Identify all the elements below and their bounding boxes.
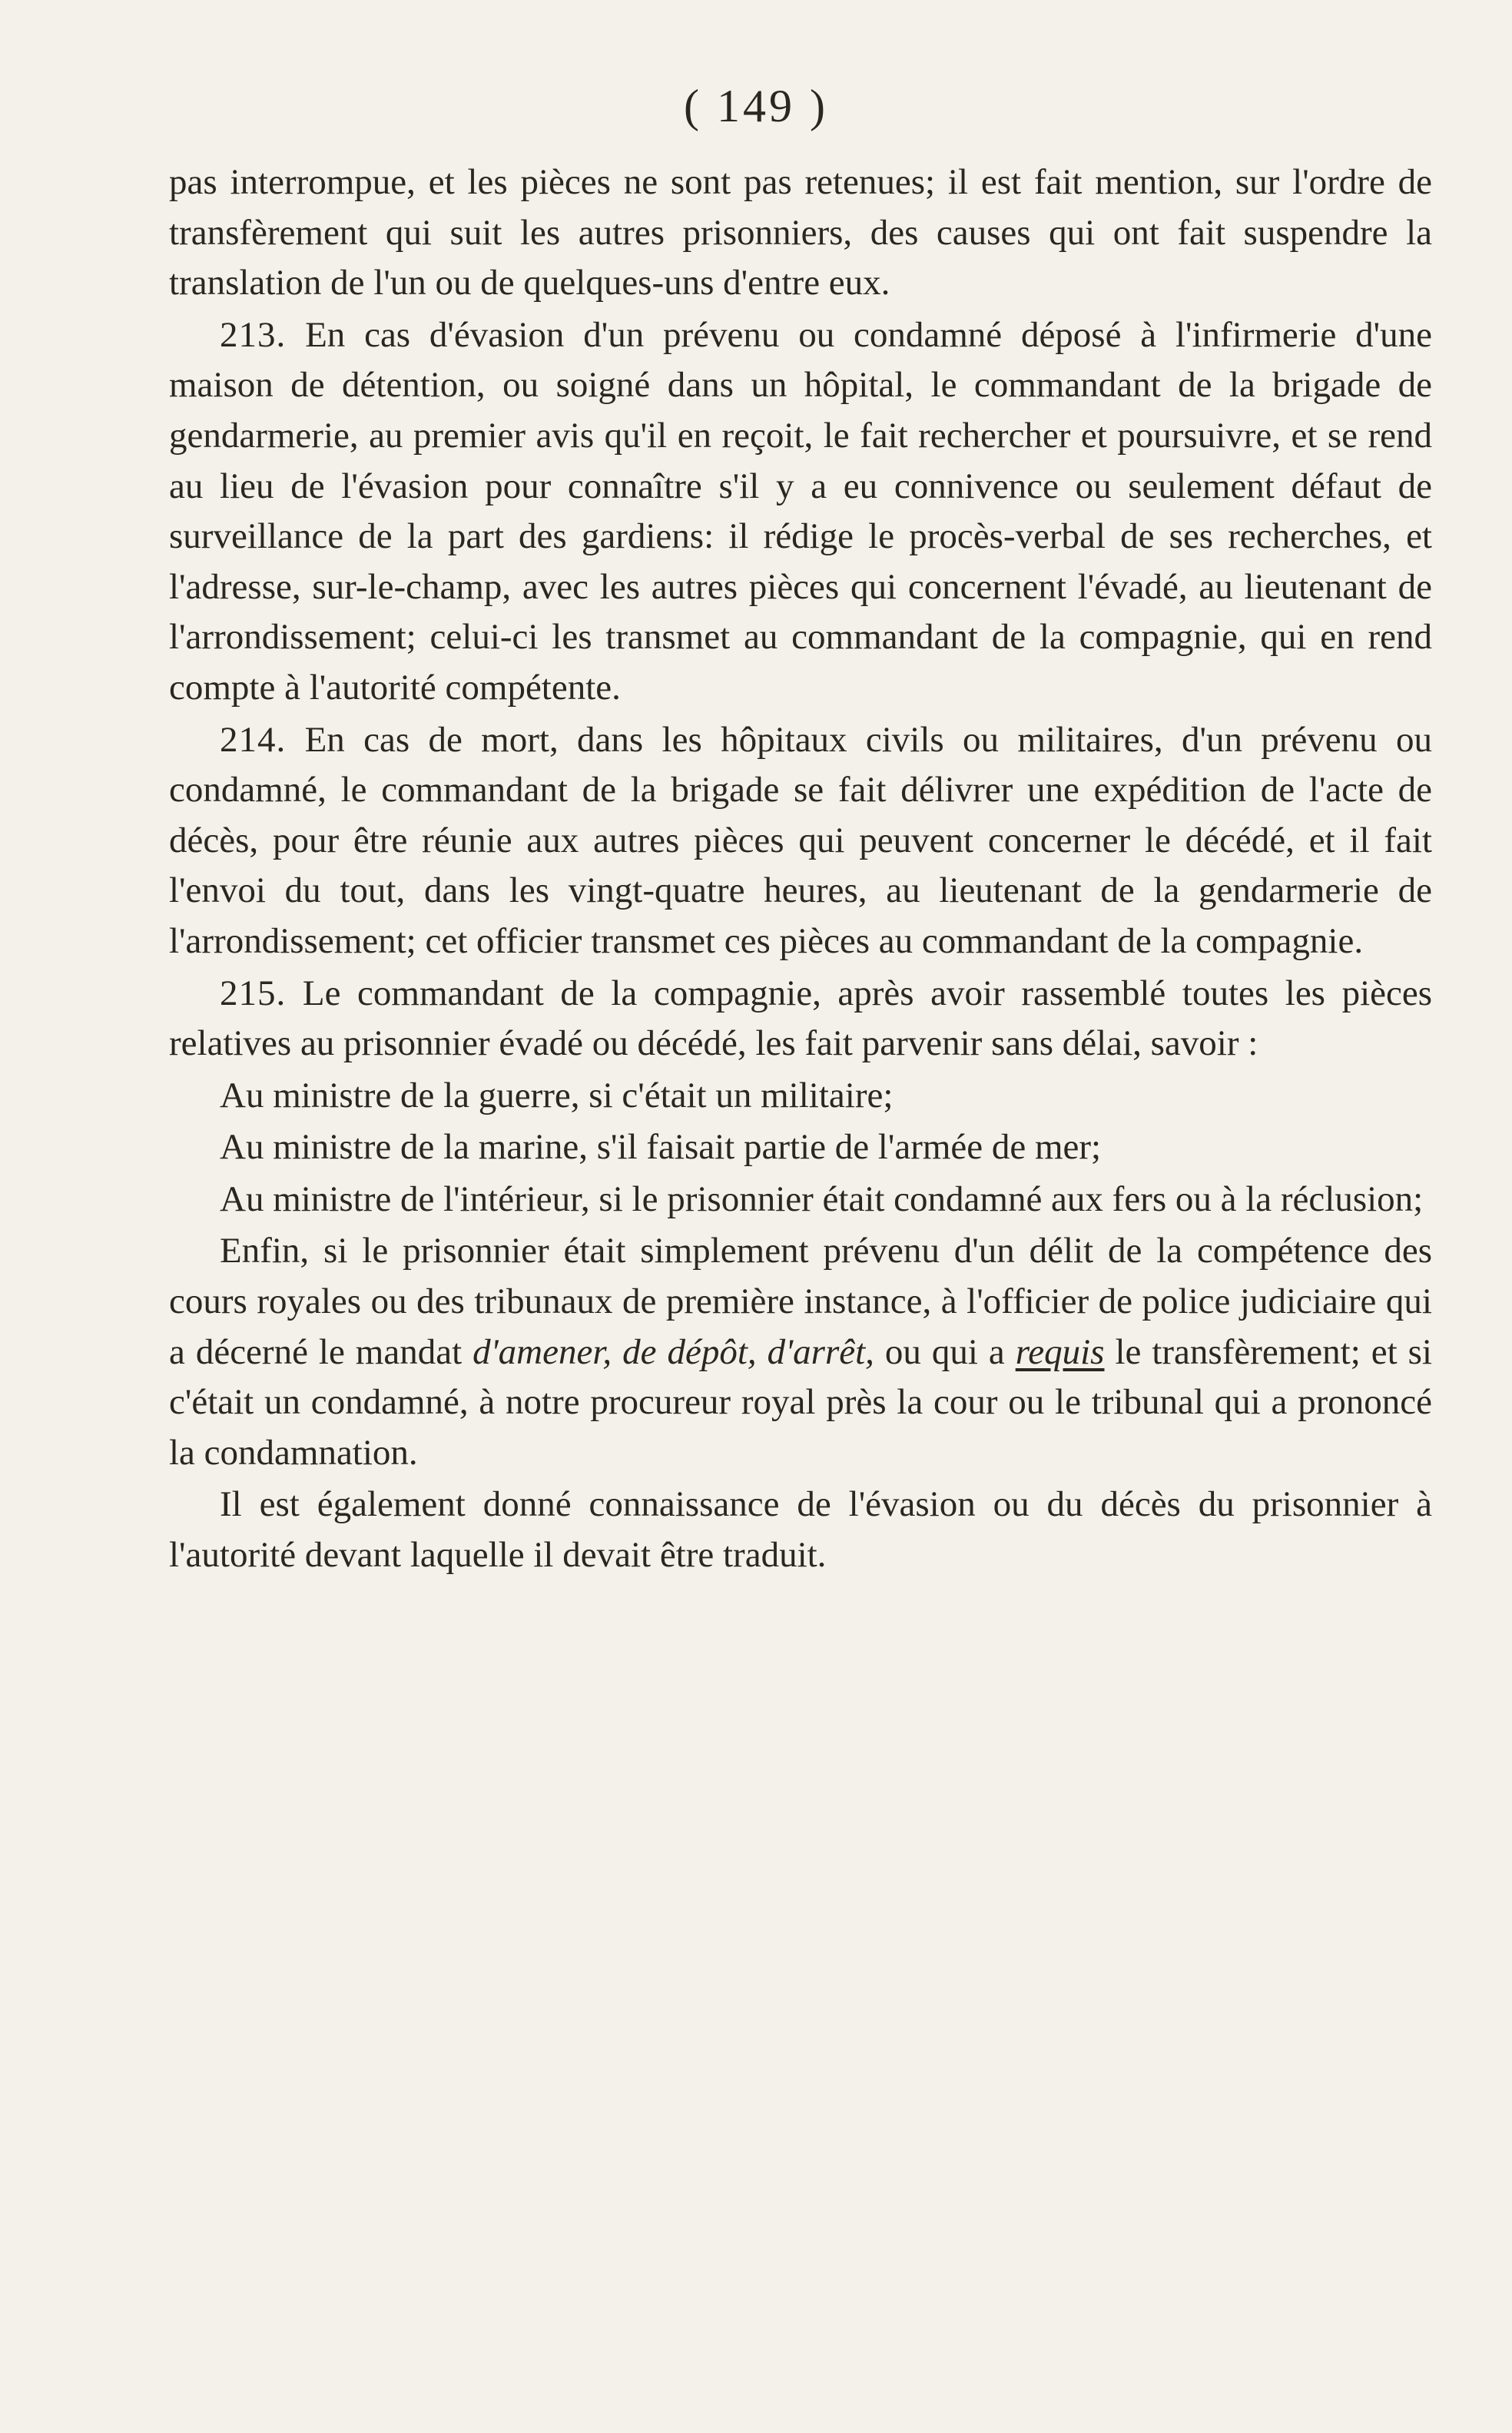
page-number: ( 149 ) [684,81,828,131]
article-text: Le commandant de la compagnie, après avoir rassemblé toutes les pièces relatives au prisonnier évadé ou décédé, les fait parvenir sans délai, savoir : [169,973,1432,1064]
enfin-text-3: le transfèrement; et si c'était un condamné, à notre procureur royal près la cour ou le tribunal qui a prononcé la condamnation. [169,1331,1432,1473]
list-item: Au ministre de l'intérieur, si le prisonnier était condamné aux fers ou à la réclusion; [220,1178,1424,1219]
article-213 [169,310,1432,714]
body-text [169,157,1432,1583]
enfin-italic-mandates: d'amener, de dépôt, d'arrêt, [472,1331,874,1372]
list-item-enfin [169,1226,1432,1478]
enfin-text-1: Enfin, si le prisonnier était simplement prévenu d'un délit de la compétence des cours royales ou des tribunaux de première instance, à l'officier de police judiciaire qui a décerné le mandat [169,1231,1432,1372]
article-214 [169,715,1432,967]
enfin-italic-requis: requis [1015,1331,1105,1372]
article-number: 214. [220,719,287,760]
list-item: Au ministre de la guerre, si c'était un militaire; [220,1075,894,1115]
final-paragraph: Il est également donné connaissance de l'évasion ou du décès du prisonnier à l'autorité devant laquelle il devait être traduit. [169,1484,1432,1576]
article-number: 215. [220,973,287,1013]
article-215 [169,969,1432,1069]
list-item: Au ministre de la marine, s'il faisait partie de l'armée de mer; [220,1127,1102,1168]
article-text: En cas d'évasion d'un prévenu ou condamné déposé à l'infirmerie d'une maison de détention, ou soigné dans un hôpital, le commandant de la brigade de gendarmerie, au premier avis qu'il en reçoit, le fait rechercher et poursuivre, et se rend au lieu de l'évasion pour connaître s'il y a eu connivence ou seulement défaut de surveillance de la part des gardiens: il rédige le procès-verbal de ses recherches, et l'adresse, sur-le-champ, avec les autres pièces qui concernent l'évadé, au lieutenant de l'arrondissement; celui-ci les transmet au commandant de la compagnie, qui en rend compte à l'autorité compétente. [169,314,1432,708]
article-text: En cas de mort, dans les hôpitaux civils ou militaires, d'un prévenu ou condamné, le commandant de la brigade se fait délivrer une expédition de l'acte de décès, pour être réunie aux autres pièces qui peuvent concerner le décédé, et il fait l'envoi du tout, dans les vingt-quatre heures, au lieutenant de la gendarmerie de l'arrondissement; cet officier transmet ces pièces au commandant de la compagnie. [169,719,1432,961]
paragraph-continuation: pas interrompue, et les pièces ne sont pas retenues; il est fait mention, sur l'ordre de transfèrement qui suit les autres prisonniers, des causes qui ont fait suspendre la translation de l'un ou de quelques-uns d'entre eux. [169,162,1432,303]
article-number: 213. [220,314,287,355]
enfin-text-2: ou qui a [874,1331,1016,1372]
